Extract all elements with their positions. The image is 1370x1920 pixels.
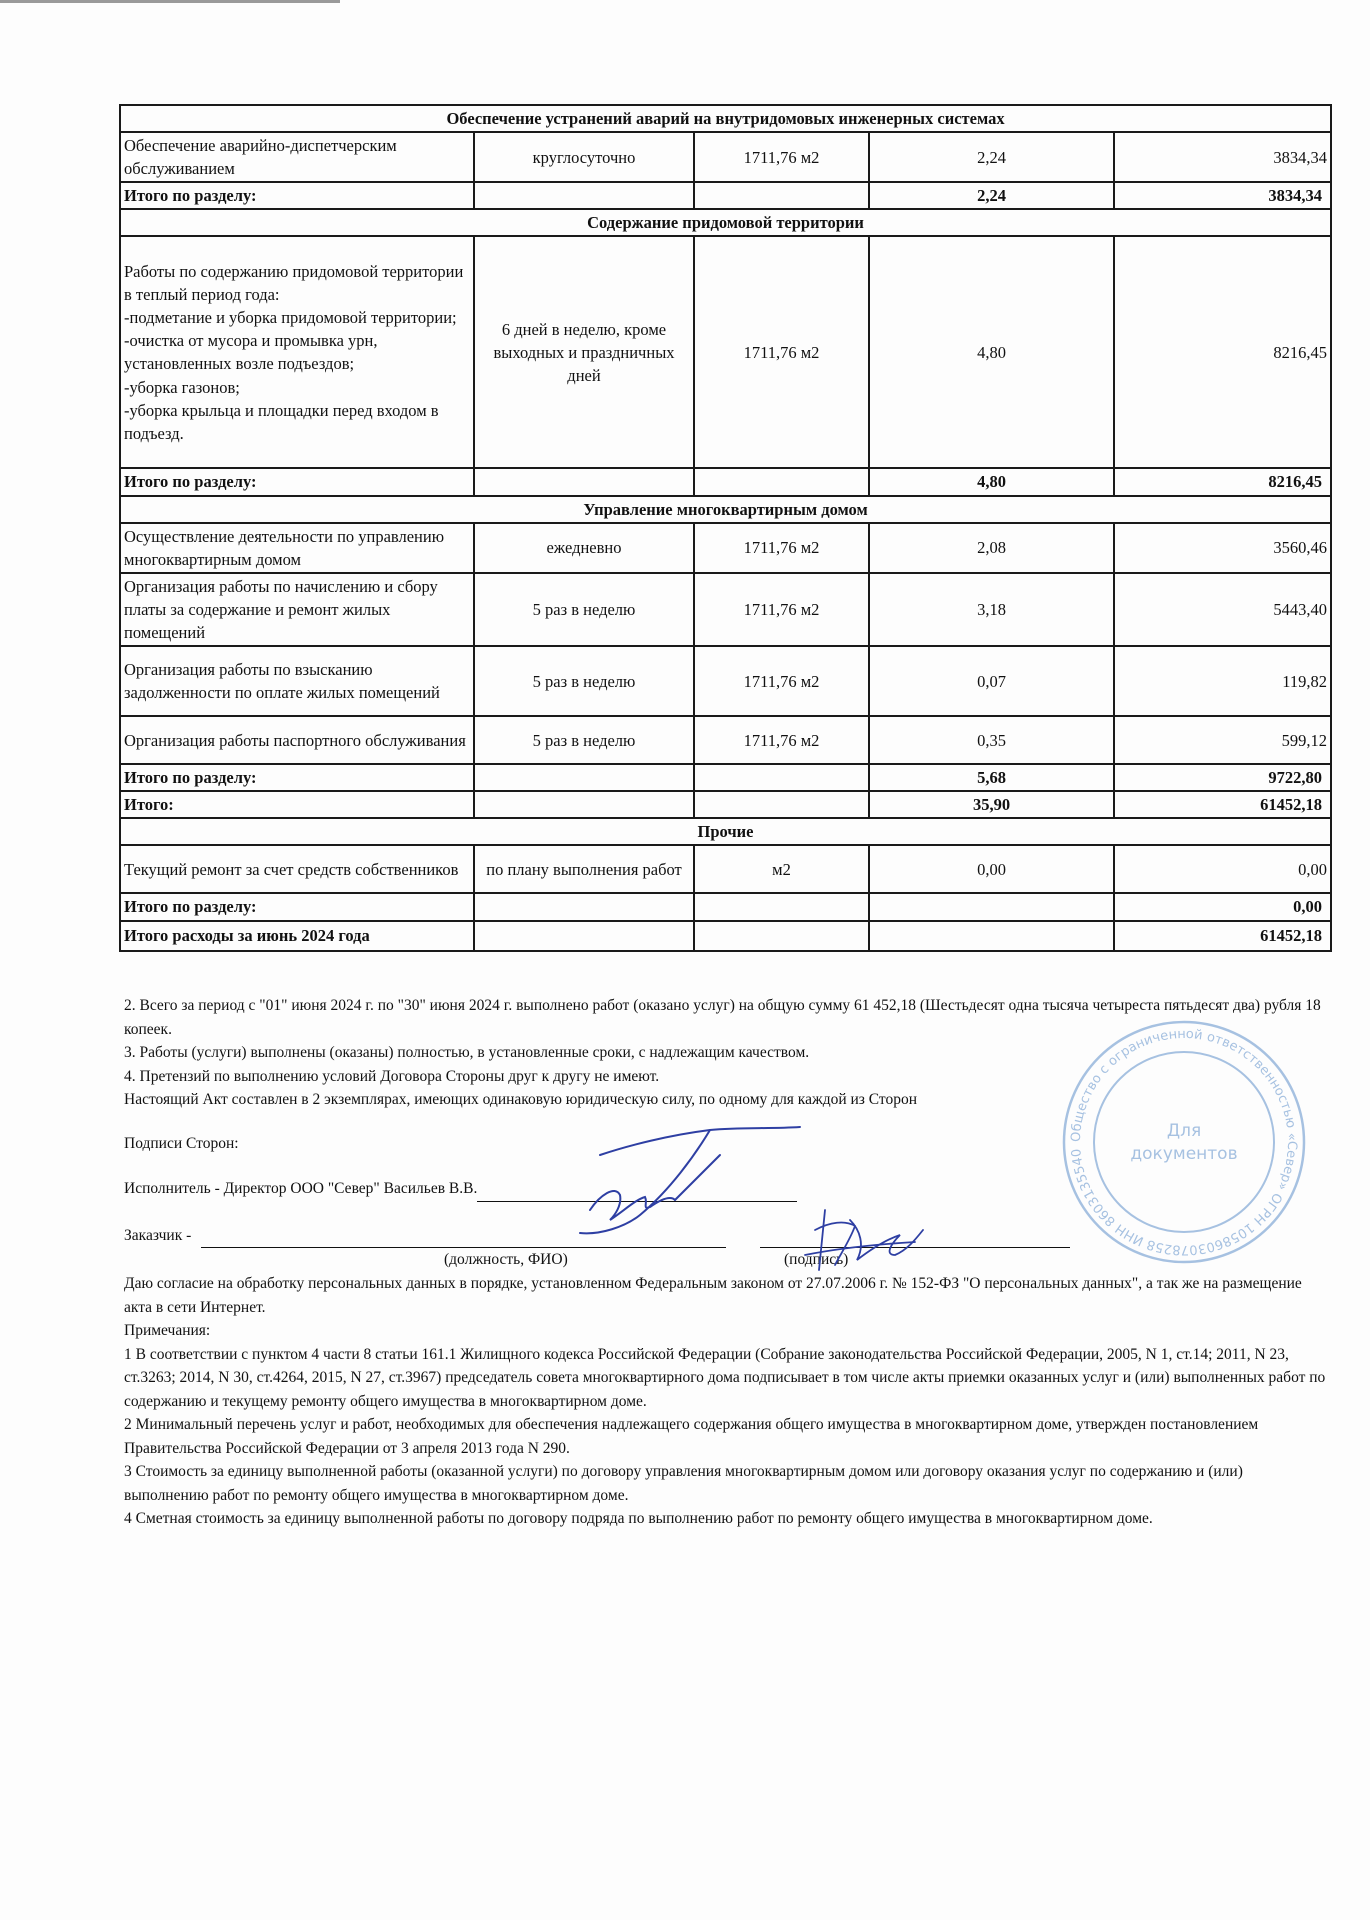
total-rate: 5,68 <box>869 764 1114 791</box>
total-sum: 8216,45 <box>1114 468 1331 495</box>
total-rate: 2,24 <box>869 182 1114 209</box>
stamp-center-text-2: документов <box>1130 1144 1238 1164</box>
table-row <box>120 132 1331 182</box>
work-sum: 0,00 <box>1114 845 1331 893</box>
signatures-title: Подписи Сторон: <box>124 1134 239 1152</box>
customer-signature <box>795 1200 935 1280</box>
table-row <box>120 716 1331 764</box>
table-row <box>120 646 1331 716</box>
work-sum: 3560,46 <box>1114 523 1331 573</box>
table-row <box>120 573 1331 646</box>
total-sum: 3834,34 <box>1114 182 1331 209</box>
grand-total-sum: 61452,18 <box>1114 791 1331 818</box>
customer-label: Заказчик - <box>124 1226 192 1244</box>
work-rate: 3,18 <box>869 573 1114 646</box>
stamp-inner-ring <box>1094 1052 1274 1232</box>
work-name: Организация работы по начислению и сбору платы за содержание и ремонт жилых помещений <box>120 573 474 646</box>
total-label: Итого по разделу: <box>120 893 474 920</box>
june-total-label: Итого расходы за июнь 2024 года <box>120 921 474 951</box>
work-rate: 2,24 <box>869 132 1114 182</box>
remark-4: 4 Сметная стоимость за единицу выполненной работы по договору подряда по выполнению работ по ремонту общего имущества в многоквартирном доме. <box>124 1510 1153 1527</box>
grand-total-label: Итого: <box>120 791 474 818</box>
work-sum: 119,82 <box>1114 646 1331 716</box>
paragraph-no-claims: 4. Претензий по выполнению условий Договора Стороны друг к другу не имеют. <box>124 1067 660 1085</box>
work-sum: 3834,34 <box>1114 132 1331 182</box>
work-rate: 0,35 <box>869 716 1114 764</box>
company-stamp <box>1058 1016 1310 1268</box>
caption-signature: (подпись) <box>784 1251 849 1268</box>
section-total-row <box>120 468 1331 495</box>
svg-text:Общество с ограниченной ответс <box>1069 1027 1299 1257</box>
executor-label: Исполнитель - Директор ООО "Север" Васильев В.В. <box>124 1180 478 1197</box>
section-title: Содержание придомовой территории <box>120 209 1331 236</box>
section-title: Обеспечение устранений аварий на внутридомовых инженерных системах <box>120 105 1331 132</box>
work-period: по плану выполнения работ <box>474 845 694 893</box>
work-rate: 2,08 <box>869 523 1114 573</box>
work-period: 6 дней в неделю, кроме выходных и праздничных дней <box>474 236 694 468</box>
customer-signature-strokes <box>805 1210 923 1270</box>
work-area: 1711,76 м2 <box>694 132 869 182</box>
work-rate: 0,07 <box>869 646 1114 716</box>
stamp-center-text-1: Для <box>1166 1121 1202 1141</box>
work-period: ежедневно <box>474 523 694 573</box>
work-rate: 0,00 <box>869 845 1114 893</box>
work-rate: 4,80 <box>869 236 1114 468</box>
work-period: 5 раз в неделю <box>474 573 694 646</box>
section-header-row <box>120 105 1331 132</box>
stamp-outer-ring <box>1064 1022 1304 1262</box>
section-header-row <box>120 496 1331 523</box>
remark-2: 2 Минимальный перечень услуг и работ, необходимых для обеспечения надлежащего содержания общего имущества в многоквартирном доме, утвержден постановлением Правительства Российской Федерации от 3 апреля 2013 года N 290. <box>124 1416 1259 1457</box>
caption-position: (должность, ФИО) <box>444 1251 568 1268</box>
total-rate: 4,80 <box>869 468 1114 495</box>
remark-1: 1 В соответствии с пунктом 4 части 8 статьи 161.1 Жилищного кодекса Российской Федерации (Собрание законодательства Российской Федерации, 2005, N 1, ст.14; 2011, N 23, ст.3263; 2014, N 30, ст.4264, 2015, N 27, ст.3967) председатель совета многоквартирного дома подписывает в том числе акты приемки оказанных услуг и (или) выполненных работ по содержанию и текущему ремонту общего имущества в многоквартирном доме. <box>124 1345 1326 1410</box>
remarks-title: Примечания: <box>124 1322 211 1339</box>
section-total-row <box>120 764 1331 791</box>
work-area: 1711,76 м2 <box>694 716 869 764</box>
work-sum: 8216,45 <box>1114 236 1331 468</box>
work-sum: 599,12 <box>1114 716 1331 764</box>
paragraph-copies: Настоящий Акт составлен в 2 экземплярах, имеющих одинаковую юридическую силу, по одному для каждой из Сторон <box>124 1091 918 1108</box>
section-total-row <box>120 893 1331 920</box>
work-sum: 5443,40 <box>1114 573 1331 646</box>
section-total-row <box>120 182 1331 209</box>
table-row <box>120 845 1331 893</box>
work-name: Организация работы паспортного обслуживания <box>120 716 474 764</box>
work-period: круглосуточно <box>474 132 694 182</box>
work-area: 1711,76 м2 <box>694 573 869 646</box>
total-label: Итого по разделу: <box>120 468 474 495</box>
consent-paragraph: Даю согласие на обработку персональных данных в порядке, установленном Федеральным законом от 27.07.2006 г. № 152-ФЗ "О персональных данных", а так же на размещение акта в сети Интернет. <box>124 1275 1302 1316</box>
work-area: 1711,76 м2 <box>694 523 869 573</box>
table-row <box>120 236 1331 468</box>
total-sum: 0,00 <box>1114 893 1331 920</box>
work-area: м2 <box>694 845 869 893</box>
services-table <box>119 104 1332 952</box>
work-name: Обеспечение аварийно-диспетчерским обслуживанием <box>120 132 474 182</box>
section-title: Прочие <box>120 818 1331 845</box>
work-name: Организация работы по взысканию задолженности по оплате жилых помещений <box>120 646 474 716</box>
june-total-row <box>120 921 1331 951</box>
section-header-row <box>120 209 1331 236</box>
table-row <box>120 523 1331 573</box>
work-area: 1711,76 м2 <box>694 646 869 716</box>
executor-signature-strokes <box>580 1127 800 1233</box>
total-label: Итого по разделу: <box>120 764 474 791</box>
work-name: Осуществление деятельности по управлению многоквартирным домом <box>120 523 474 573</box>
paragraph-total-amount: 2. Всего за период с "01" июня 2024 г. по "30" июня 2024 г. выполнено работ (оказано услуг) на общую сумму 61 452,18 (Шестьдесят одна тысяча четыреста пятьдесят два) рубля 18 копеек. <box>124 997 1321 1038</box>
stamp-graphic <box>1064 1022 1304 1262</box>
work-name: Работы по содержанию придомовой территории в теплый период года: -подметание и уборка придомовой территории; -очистка от мусора и промывка урн, установленных возле подъездов; -уборка газонов; -уборка крыльца и площадки перед входом в подъезд. <box>120 236 474 468</box>
remark-3: 3 Стоимость за единицу выполненной работы (оказанной услуги) по договору управления многоквартирным домом или договору оказания услуг по содержанию и (или) выполнению работ по ремонту общего имущества в многоквартирном доме. <box>124 1463 1243 1504</box>
section-title: Управление многоквартирным домом <box>120 496 1331 523</box>
paragraph-quality: 3. Работы (услуги) выполнены (оказаны) полностью, в установленные сроки, с надлежащим качеством. <box>124 1044 810 1061</box>
executor-signature <box>560 1115 810 1245</box>
grand-total-rate: 35,90 <box>869 791 1114 818</box>
work-name: Текущий ремонт за счет средств собственников <box>120 845 474 893</box>
work-period: 5 раз в неделю <box>474 646 694 716</box>
grand-total-row <box>120 791 1331 818</box>
work-period: 5 раз в неделю <box>474 716 694 764</box>
total-sum: 9722,80 <box>1114 764 1331 791</box>
scan-edge-line <box>0 0 340 3</box>
section-header-row <box>120 818 1331 845</box>
june-total-sum: 61452,18 <box>1114 921 1331 951</box>
stamp-ring-text: Общество с ограниченной ответственностью «Север» ОГРН 1058603078258 ИНН 8603135540 <box>1068 1026 1300 1258</box>
work-area: 1711,76 м2 <box>694 236 869 468</box>
total-label: Итого по разделу: <box>120 182 474 209</box>
